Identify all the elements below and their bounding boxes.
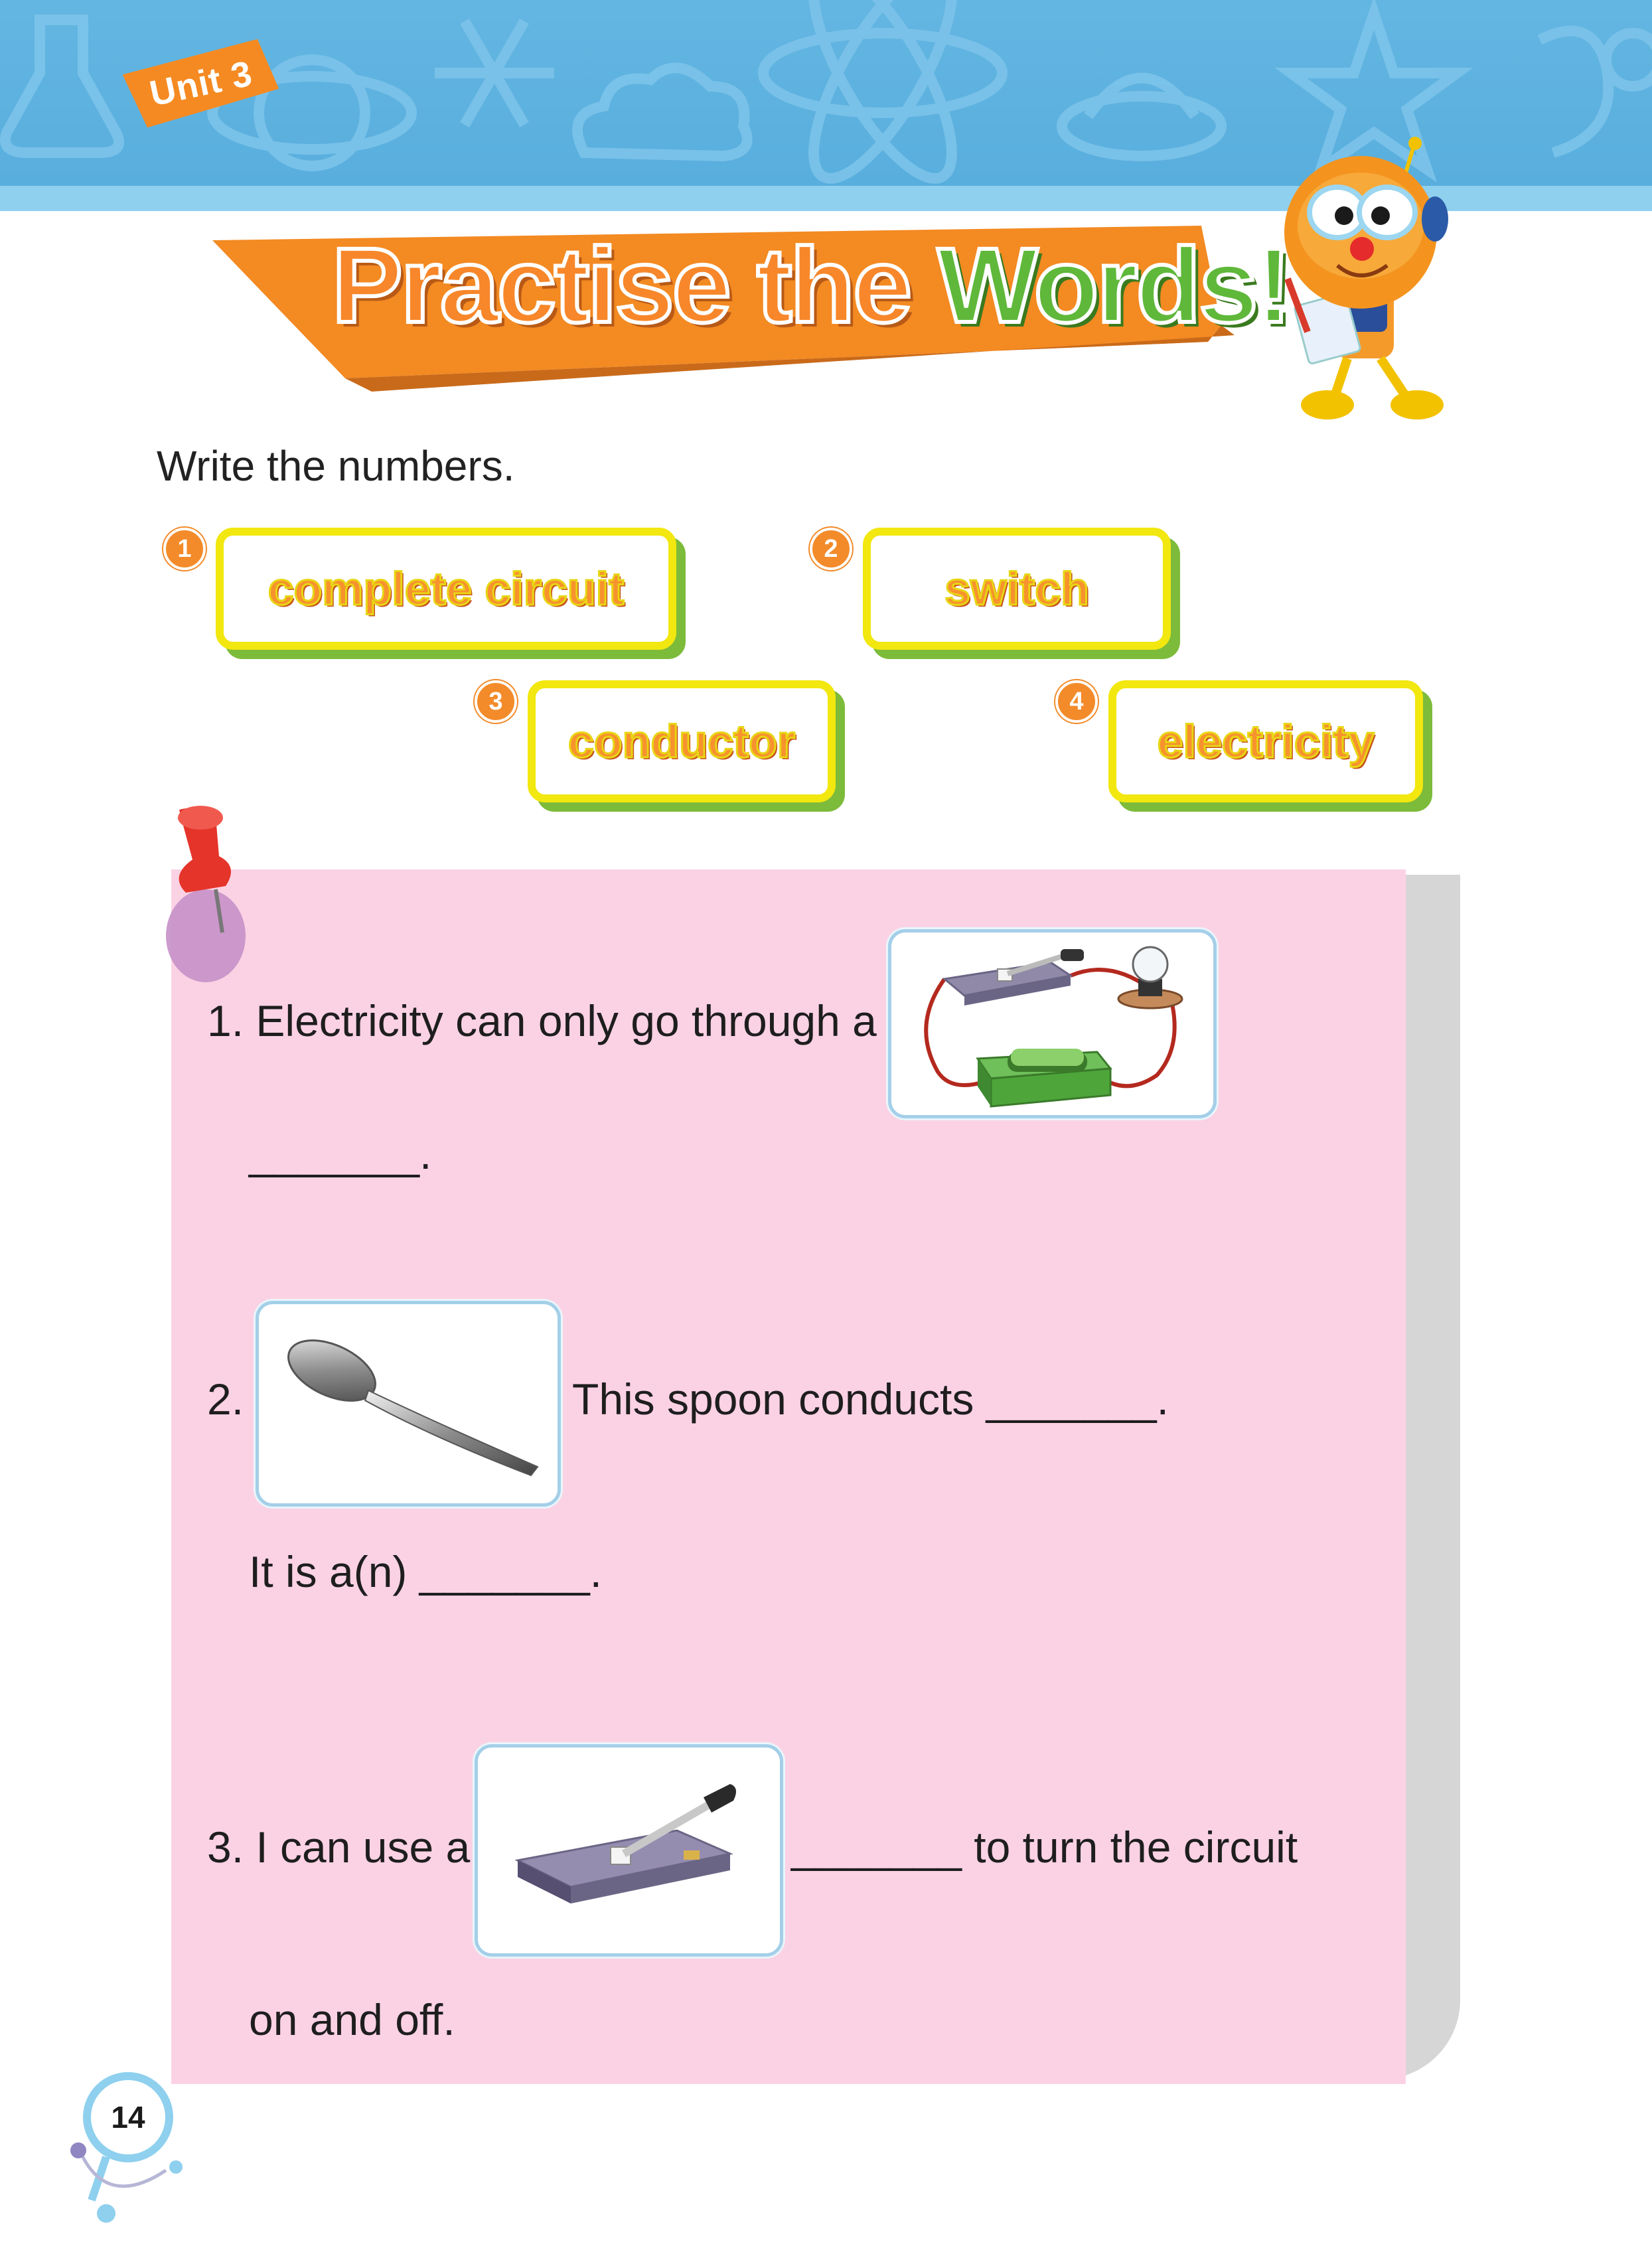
word-text-4: electricity — [1157, 715, 1375, 767]
spoon-icon — [259, 1304, 558, 1503]
word-box-electricity — [1108, 680, 1423, 802]
word-box-complete-circuit — [216, 528, 676, 650]
word-number-1: 1 — [163, 528, 206, 570]
question-2-line-1: This spoon conducts _______. — [572, 1375, 1169, 1424]
question-3-part-2: _______ to turn the circuit — [791, 1823, 1298, 1872]
switch-icon — [478, 1748, 780, 1953]
title-part-1: Practise the — [332, 226, 911, 344]
question-2-line-2: It is a(n) _______. — [249, 1547, 602, 1596]
instruction-text: Write the numbers. — [157, 442, 515, 490]
word-box-switch — [863, 528, 1171, 650]
mascot-robot-icon — [1261, 133, 1460, 425]
question-3-line-2: on and off. — [249, 1995, 455, 2044]
circuit-image-card — [888, 929, 1217, 1118]
page-title — [332, 226, 1290, 345]
word-number-3: 3 — [475, 680, 517, 723]
spoon-image-card — [256, 1301, 561, 1507]
word-box-conductor — [528, 680, 836, 802]
title-part-2: Words! — [937, 226, 1290, 344]
question-1-blank[interactable]: _______. — [249, 1129, 432, 1178]
unit-label: Unit 3 — [146, 53, 256, 114]
question-2-number: 2. — [207, 1375, 244, 1424]
pushpin-icon — [153, 803, 252, 982]
word-text-3: conductor — [567, 715, 796, 767]
question-3-part-1: 3. I can use a — [207, 1823, 471, 1872]
word-text-2: switch — [944, 563, 1089, 615]
word-text-1: complete circuit — [267, 563, 625, 615]
complete-circuit-icon — [891, 933, 1213, 1115]
question-1-text: 1. Electricity can only go through a — [207, 996, 877, 1045]
word-number-2: 2 — [810, 528, 852, 570]
page-number: 14 — [111, 2100, 145, 2134]
word-number-4: 4 — [1055, 680, 1098, 723]
switch-image-card — [475, 1744, 783, 1957]
